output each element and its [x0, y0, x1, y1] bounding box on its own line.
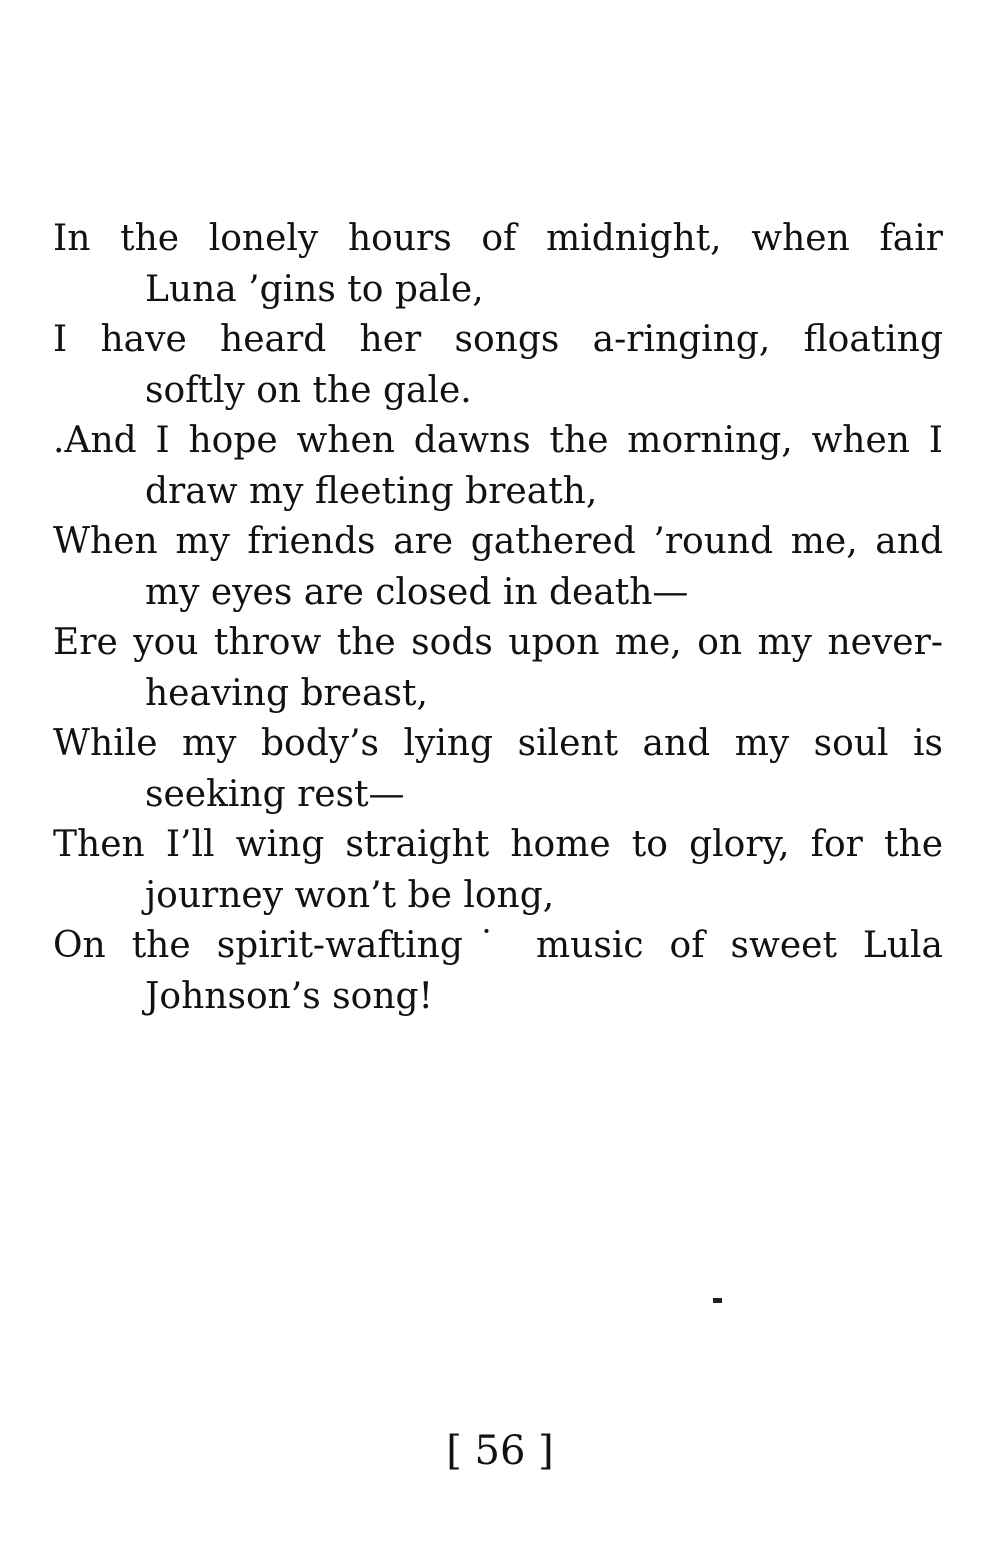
poem-line: In the lonely hours of midnight, when fair: [53, 218, 943, 259]
poem-line: Ere you throw the sods upon me, on my never-: [53, 622, 943, 663]
poem-line-continuation: Johnson’s song!: [145, 975, 434, 1017]
stray-ink-mark: [713, 1298, 722, 1303]
poem-line: On the spirit-wafting˙ music of sweet Lula: [53, 925, 943, 966]
poem-line-continuation: my eyes are closed in death—: [145, 571, 689, 613]
poem-line: When my friends are gathered ’round me, and: [53, 521, 943, 562]
poem-couplet-8: [53, 921, 943, 1022]
poem-body: [53, 214, 943, 1022]
page-number: [ 56 ]: [446, 1428, 554, 1474]
poem-couplet-6: [53, 719, 943, 820]
poem-couplet-1: [53, 214, 943, 315]
poem-line-continuation: softly on the gale.: [145, 369, 472, 411]
poem-line-continuation: seeking rest—: [145, 773, 405, 815]
poem-line: I have heard her songs a-ringing, floating: [53, 319, 943, 360]
poem-couplet-7: [53, 820, 943, 921]
poem-line: Then I’ll wing straight home to glory, for the: [53, 824, 943, 865]
poem-line-continuation: heaving breast,: [145, 672, 428, 714]
poem-couplet-2: [53, 315, 943, 416]
poem-couplet-4: [53, 517, 943, 618]
poem-line: .And I hope when dawns the morning, when I: [53, 420, 943, 461]
poem-couplet-5: [53, 618, 943, 719]
poem-line-continuation: draw my fleeting breath,: [145, 470, 598, 512]
poem-couplet-3: [53, 416, 943, 517]
poem-line-continuation: journey won’t be long,: [145, 874, 555, 916]
poem-line-continuation: Luna ’gins to pale,: [145, 268, 484, 310]
poem-line: While my body’s lying silent and my soul is: [53, 723, 943, 764]
